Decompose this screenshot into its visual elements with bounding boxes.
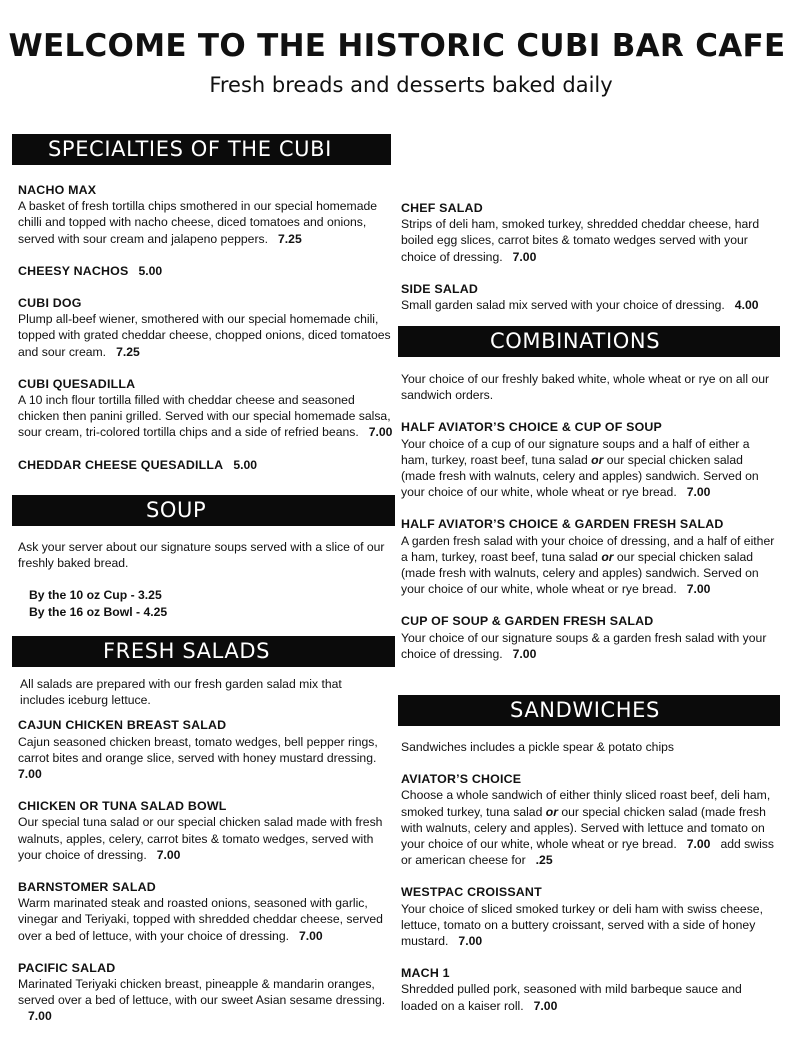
combinations-intro: Your choice of our freshly baked white, whole wheat or rye on all our sandwich orders. <box>401 372 770 403</box>
item-name: AVIATOR’S CHOICE <box>401 772 522 787</box>
item-description: Marinated Teriyaki chicken breast, pineapple & mandarin oranges, served over a bed of lettuce, with our sweet Asian sesame dressing.7.00 <box>18 977 386 1024</box>
item-price: 7.00 <box>458 934 483 949</box>
item-name: PACIFIC SALAD <box>18 960 116 975</box>
sandwiches-intro: Sandwiches includes a pickle spear & potato chips <box>401 740 675 754</box>
salads-list-continued <box>401 200 777 313</box>
menu-item <box>18 182 396 247</box>
item-description: Strips of deli ham, smoked turkey, shredded cheddar cheese, hard boiled egg slices, carrot bites & tomato wedges served with your choice of dressing. 7.00 <box>401 217 760 264</box>
menu-title: WELCOME TO THE HISTORIC CUBI BAR CAFE <box>8 28 786 64</box>
item-price: 7.00 <box>28 1009 52 1024</box>
item-description: A garden fresh salad with your choice of dressing, and a half of either a ham, turkey, roast beef, tuna salad or our special chicken salad (made fresh with walnuts, celery and apples) sandwich. Served on your choice of our white, whole wheat or rye bread. 7.00 <box>401 533 775 597</box>
menu-item <box>401 516 777 597</box>
item-name: CUBI DOG <box>18 296 82 311</box>
item-name: HALF AVIATOR’S CHOICE & CUP OF SOUP <box>401 420 663 435</box>
soup-bowl-price: By the 16 oz Bowl - 4.25 <box>29 604 168 619</box>
item-description: A basket of fresh tortilla chips smothered in our special homemade chilli and topped with nacho cheese, diced tomatoes and onions, served with sour cream and jalapeno peppers. 7.25 <box>18 199 378 246</box>
menu-item <box>18 798 394 863</box>
menu-item <box>18 295 396 360</box>
soup-cup-price: By the 10 oz Cup - 3.25 <box>29 588 162 603</box>
item-description: Our special tuna salad or our special chicken salad made with fresh walnuts, apples, celery, carrot bites & tomato wedges, served with your choice of dressing. 7.00 <box>18 815 383 862</box>
menu-item <box>401 419 777 500</box>
item-price: 7.00 <box>686 485 711 500</box>
menu-item <box>18 376 396 441</box>
menu-item <box>401 281 777 313</box>
item-name: HALF AVIATOR’S CHOICE & GARDEN FRESH SALAD <box>401 517 724 532</box>
menu-item <box>401 771 777 868</box>
menu-item <box>401 884 777 949</box>
menu-item <box>401 200 777 265</box>
item-price: 5.00 <box>233 457 258 472</box>
item-name: CUP OF SOUP & GARDEN FRESH SALAD <box>401 614 654 629</box>
salads-heading: FRESH SALADS <box>103 639 271 663</box>
item-name: CHEF SALAD <box>401 201 483 215</box>
item-extra: add swiss or american cheese for <box>401 837 774 868</box>
item-name: CHICKEN OR TUNA SALAD BOWL <box>18 799 227 814</box>
specialties-list <box>18 182 396 473</box>
item-description: Small garden salad mix served with your choice of dressing. 4.00 <box>401 298 759 313</box>
item-description: Plump all-beef wiener, smothered with our special homemade chili, topped with grated cheddar cheese, chopped onions, diced tomatoes and sour cream. 7.25 <box>18 312 391 359</box>
specialties-heading-band <box>12 134 391 165</box>
item-name: CHEESY NACHOS <box>18 263 129 278</box>
soup-heading: SOUP <box>146 498 207 522</box>
item-name: NACHO MAX <box>18 183 97 197</box>
item-price: 7.00 <box>298 928 323 943</box>
item-price: 7.00 <box>156 847 181 862</box>
item-description: Your choice of our signature soups & a garden fresh salad with your choice of dressing. 7.00 <box>401 630 767 661</box>
item-description: A 10 inch flour tortilla filled with cheddar cheese and seasoned chicken then panini grilled. Served with our special homemade salsa, sour cream, tri-colored tortilla chips and a side of refried beans. 7.00 <box>18 393 393 440</box>
salads-heading-band <box>12 636 395 667</box>
item-description: Choose a whole sandwich of either thinly sliced roast beef, deli ham, smoked turkey, tuna salad or our special chicken salad (made fresh with walnuts, celery and apples). Served with lettuce and tomato on your choice of our white, whole wheat or rye bread. 7.00 add swiss or american cheese for .25 <box>401 788 774 868</box>
sandwiches-heading-band <box>398 695 780 726</box>
item-extra-price: .25 <box>535 853 553 868</box>
menu-item <box>18 263 396 279</box>
item-price: 7.00 <box>512 249 537 264</box>
item-price: 7.25 <box>278 231 302 246</box>
item-description: Your choice of sliced smoked turkey or deli ham with swiss cheese, lettuce, tomato on a buttery croissant, served with a side of honey mustard. 7.00 <box>401 901 763 949</box>
combinations-heading-band <box>398 326 780 357</box>
menu-item <box>18 879 394 944</box>
item-description: Warm marinated steak and roasted onions, seasoned with garlic, vinegar and Teriyaki, topped with shredded cheddar cheese, served over a bed of lettuce, with your choice of dressing. 7.00 <box>18 896 383 943</box>
item-name: CHEDDAR CHEESE QUESADILLA <box>18 457 224 472</box>
item-price: 7.00 <box>533 998 558 1013</box>
item-description: Cajun seasoned chicken breast, tomato wedges, bell pepper rings, carrot bites and orange slice, served with honey mustard dressing.7.00 <box>18 734 378 782</box>
menu-item <box>401 613 777 662</box>
item-description: Your choice of a cup of our signature soups and a half of either a ham, turkey, roast beef, tuna salad or our special chicken salad (made fresh with walnuts, celery and apples) sandwich. Served on your choice of our white, whole wheat or rye bread. 7.00 <box>401 436 759 500</box>
item-price: 4.00 <box>734 298 759 313</box>
combinations-list <box>401 371 777 662</box>
sandwiches-list <box>401 739 777 1014</box>
item-price: 7.00 <box>18 767 42 782</box>
specialties-heading: SPECIALTIES OF THE CUBI <box>48 137 332 161</box>
menu-item <box>18 457 396 473</box>
item-name: MACH 1 <box>401 966 450 981</box>
item-name: WESTPAC CROISSANT <box>401 885 542 900</box>
item-price: 7.00 <box>368 425 393 440</box>
menu-item <box>18 960 394 1025</box>
soup-intro: Ask your server about our signature soups served with a slice of our freshly baked bread. <box>18 540 385 571</box>
menu-item <box>401 965 777 1014</box>
item-price: 7.00 <box>512 646 537 661</box>
item-name: CAJUN CHICKEN BREAST SALAD <box>18 718 227 733</box>
item-price: 7.00 <box>686 837 711 852</box>
soup-heading-band <box>12 495 395 526</box>
item-name: SIDE SALAD <box>401 281 479 296</box>
combinations-heading: COMBINATIONS <box>490 329 661 353</box>
item-description: Shredded pulled pork, seasoned with mild barbeque sauce and loaded on a kaiser roll. 7.00 <box>401 982 742 1013</box>
soup-section <box>18 539 394 620</box>
menu-subtitle: Fresh breads and desserts baked daily <box>209 73 613 97</box>
item-price: 7.25 <box>116 344 140 359</box>
salads-intro: All salads are prepared with our fresh garden salad mix that includes iceburg lettuce. <box>20 677 342 708</box>
item-price: 5.00 <box>138 263 163 278</box>
menu-item <box>18 717 394 782</box>
item-price: 7.00 <box>686 582 711 597</box>
item-name: BARNSTOMER SALAD <box>18 880 156 895</box>
item-name: CUBI QUESADILLA <box>18 376 136 391</box>
salads-list <box>18 676 394 1025</box>
sandwiches-heading: SANDWICHES <box>510 698 660 722</box>
